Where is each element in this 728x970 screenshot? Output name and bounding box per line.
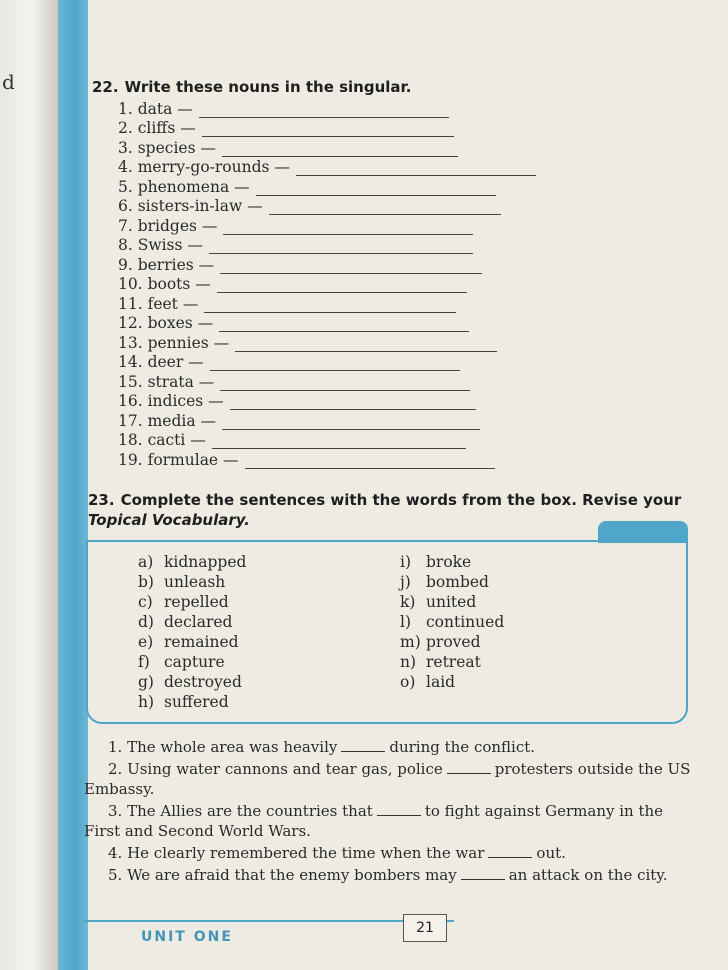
sentence: 2. Using water cannons and tear gas, police protesters outside the US Embassy. [84,760,691,798]
noun-item: 15. strata — [118,371,536,391]
noun-item: 11. feet — [118,293,536,313]
answer-line[interactable] [210,356,460,371]
word-option: n) retreat [400,653,481,671]
sentence: 4. He clearly remembered the time when the war out. [108,844,566,862]
noun-list [118,98,536,469]
exercise-22-heading [92,78,411,96]
answer-line[interactable] [230,395,476,410]
answer-line[interactable] [223,220,473,235]
noun-item: 18. cacti — [118,430,536,450]
word-option: j) bombed [400,573,489,591]
exercise-23-sentences [84,737,692,887]
answer-line[interactable] [235,337,497,352]
sentence: 5. We are afraid that the enemy bombers may an attack on the city. [108,866,668,884]
sentence: 3. The Allies are the countries that to fight against Germany in the First and Second World Wars. [84,802,664,840]
exercise-22-title: Write these nouns in the singular. [124,78,412,96]
answer-line[interactable] [222,415,480,430]
noun-item: 6. sisters-in-law — [118,196,536,216]
exercise-23-number: 23. [88,491,115,509]
answer-line[interactable] [269,200,501,215]
answer-blank[interactable] [447,761,491,774]
noun-item: 8. Swiss — [118,235,536,255]
answer-blank[interactable] [461,867,505,880]
noun-item: 2. cliffs — [118,118,536,138]
answer-line[interactable] [204,298,456,313]
answer-blank[interactable] [377,803,421,816]
sentence: 1. The whole area was heavily during the conflict. [108,738,536,756]
page-number: 21 [403,914,447,942]
word-option: c) repelled [138,593,229,611]
noun-item: 3. species — [118,137,536,157]
word-option: g) destroyed [138,673,242,691]
answer-line[interactable] [217,278,467,293]
answer-line[interactable] [220,376,470,391]
noun-item: 17. media — [118,410,536,430]
noun-item: 19. formulae — [118,449,536,469]
noun-item: 9. berries — [118,254,536,274]
noun-item: 13. pennies — [118,332,536,352]
answer-line[interactable] [256,181,496,196]
word-option: l) continued [400,613,505,631]
footer-rule [84,920,454,922]
noun-item: 5. phenomena — [118,176,536,196]
word-option: f) capture [138,653,225,671]
answer-line[interactable] [219,317,469,332]
word-box-right-column [400,553,504,693]
word-option: m) proved [400,633,481,651]
word-option: a) kidnapped [138,553,247,571]
exercise-23-subtitle: Topical Vocabulary. [88,511,250,529]
word-option: k) united [400,593,477,611]
answer-line[interactable] [199,103,449,118]
word-option: i) broke [400,553,472,571]
word-option: d) declared [138,613,233,631]
answer-line[interactable] [202,122,454,137]
noun-item: 1. data — [118,98,536,118]
word-option: e) remained [138,633,239,651]
noun-item: 10. boots — [118,274,536,294]
unit-label: UNIT ONE [141,929,233,945]
answer-line[interactable] [222,142,458,157]
word-option: h) suffered [138,693,229,711]
answer-line[interactable] [296,161,536,176]
noun-item: 4. merry-go-rounds — [118,157,536,177]
noun-item: 14. deer — [118,352,536,372]
answer-blank[interactable] [488,845,532,858]
textbook-page [58,0,728,970]
word-box-left-column [138,553,246,713]
noun-item: 12. boxes — [118,313,536,333]
exercise-22-number: 22. [92,78,119,96]
answer-blank[interactable] [341,739,385,752]
word-option: o) laid [400,673,456,691]
answer-line[interactable] [245,454,495,469]
spine-letter: d [2,70,15,94]
noun-item: 16. indices — [118,391,536,411]
exercise-23-title: Complete the sentences with the words from the box. Revise your [120,491,682,509]
answer-line[interactable] [220,259,482,274]
noun-item: 7. bridges — [118,215,536,235]
answer-line[interactable] [209,239,473,254]
word-option: b) unleash [138,573,226,591]
answer-line[interactable] [212,434,466,449]
book-spine-left-page [0,0,58,970]
